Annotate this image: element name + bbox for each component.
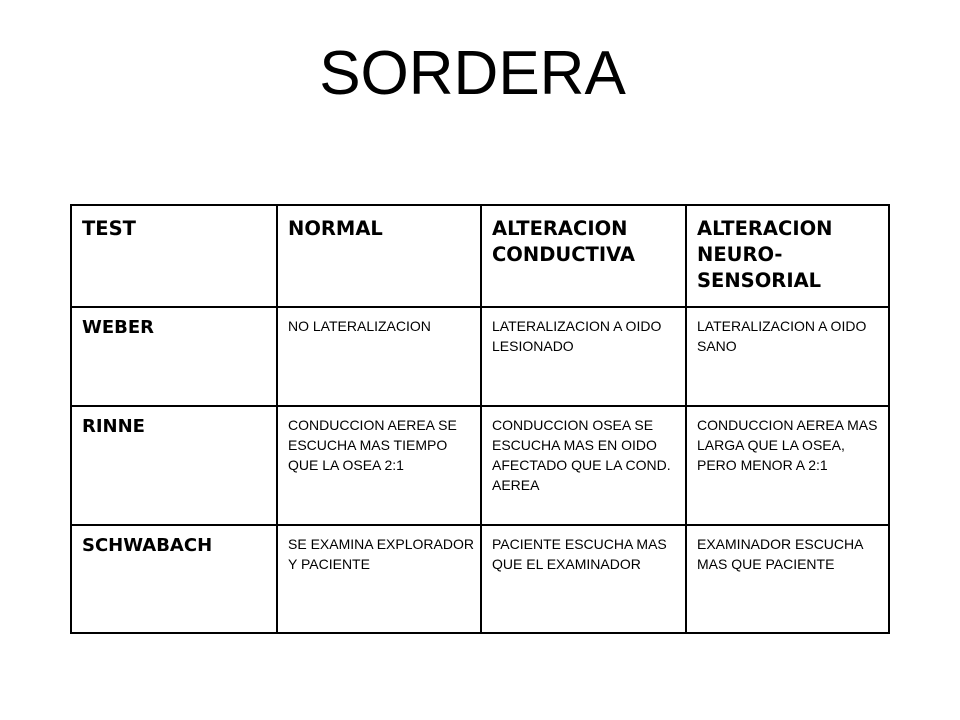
test-name-weber: WEBER xyxy=(71,307,277,406)
test-name-schwabach: SCHWABACH xyxy=(71,525,277,633)
cell-weber-neurosensorial: LATERALIZACION A OIDO SANO xyxy=(686,307,889,406)
table-row xyxy=(71,525,889,633)
header-test: TEST xyxy=(71,205,277,307)
cell-schwabach-normal: SE EXAMINA EXPLORADOR Y PACIENTE xyxy=(277,525,481,633)
slide-title: SORDERA xyxy=(319,39,626,108)
cell-rinne-normal: CONDUCCION AEREA SE ESCUCHA MAS TIEMPO QUE LA OSEA 2:1 xyxy=(277,406,481,525)
cell-rinne-neurosensorial: CONDUCCION AEREA MAS LARGA QUE LA OSEA, PERO MENOR A 2:1 xyxy=(686,406,889,525)
header-neurosensorial: ALTERACION NEURO-SENSORIAL xyxy=(686,205,889,307)
header-conductiva: ALTERACION CONDUCTIVA xyxy=(481,205,686,307)
table-row xyxy=(71,406,889,525)
cell-rinne-conductiva: CONDUCCION OSEA SE ESCUCHA MAS EN OIDO AFECTADO QUE LA COND. AEREA xyxy=(481,406,686,525)
test-name-rinne: RINNE xyxy=(71,406,277,525)
hearing-tests-table xyxy=(70,204,890,634)
cell-schwabach-neurosensorial: EXAMINADOR ESCUCHA MAS QUE PACIENTE xyxy=(686,525,889,633)
cell-schwabach-conductiva: PACIENTE ESCUCHA MAS QUE EL EXAMINADOR xyxy=(481,525,686,633)
table-header-row xyxy=(71,205,889,307)
header-normal: NORMAL xyxy=(277,205,481,307)
cell-weber-conductiva: LATERALIZACION A OIDO LESIONADO xyxy=(481,307,686,406)
table-row xyxy=(71,307,889,406)
cell-weber-normal: NO LATERALIZACION xyxy=(277,307,481,406)
